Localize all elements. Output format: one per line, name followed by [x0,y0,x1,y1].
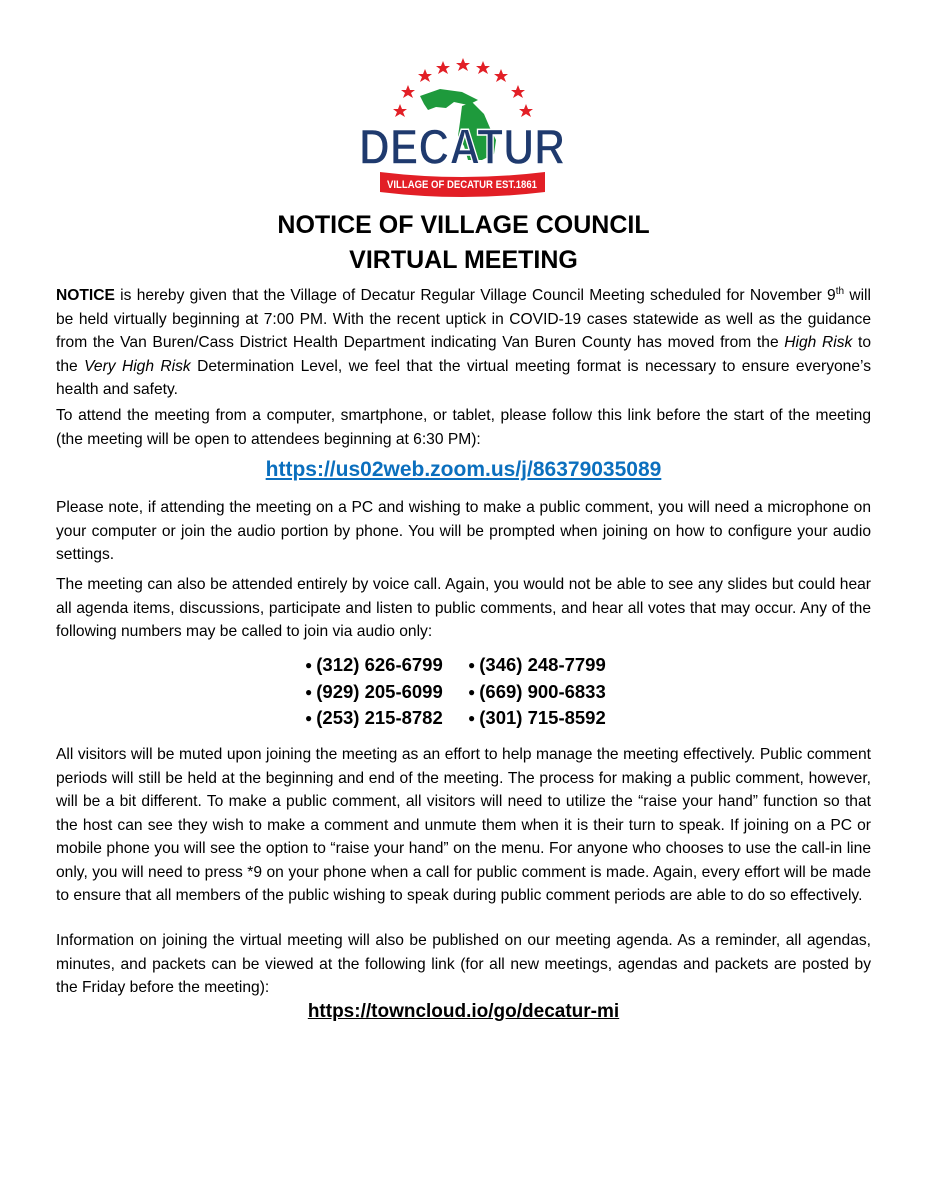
star-icon [456,58,470,71]
star-icon [401,85,415,98]
phone-row [305,705,635,732]
star-icon [519,104,533,117]
notice-lead: NOTICE [56,287,115,304]
bullet-icon: ● [468,711,476,726]
phone-item: ● (346) 248-7799 [468,654,606,676]
star-icon [418,69,432,82]
star-icon [436,61,450,74]
bullet-icon: ● [305,658,313,673]
bullet-icon: ● [468,684,476,699]
voice-call-info: The meeting can also be attended entirely by voice call. Again, you would not be able to see any slides but could hear all agenda items, discussions, participate and listen to public comments, and hear all votes that may occur. Any of the following numbers may be called to join via audio only: [56,576,871,640]
logo-wordmark: DECATUR [359,119,565,175]
star-icon [393,104,407,117]
phone-item: ● (253) 215-8782 [305,707,443,729]
bullet-icon: ● [468,658,476,673]
agenda-info: Information on joining the virtual meeting will also be published on our meeting agenda. As a reminder, all agendas, minutes, and packets can be viewed at the following link (for all new meetings, agendas and packets are posted by the Friday before the meeting): [56,932,871,996]
star-icon [476,61,490,74]
star-icon [494,69,508,82]
decatur-logo [350,56,575,202]
notice-title-line1: NOTICE OF VILLAGE COUNCIL [277,211,650,239]
bullet-icon: ● [305,711,313,726]
logo-banner-text: VILLAGE OF DECATUR EST.1861 [387,179,537,191]
phone-item: ● (929) 205-6099 [305,680,443,702]
notice-paragraph: NOTICE is hereby given that the Village of Decatur Regular Village Council Meeting scheduled for November 9th will be held virtually beginning at 7:00 PM. With the recent uptick in COVID-19 cases statewide as well as the guidance from the Van Buren/Cass District Health Department indicating Van Buren County has moved from the High Risk to the Very High Risk Determination Level, we feel that the virtual meeting format is necessary to ensure everyone’s health and safety. [56,285,872,398]
attend-instructions: To attend the meeting from a computer, smartphone, or tablet, please follow this link before the start of the meeting (the meeting will be open to attendees beginning at 6:30 PM): [56,407,871,448]
star-icon [511,85,525,98]
phone-row [305,679,635,706]
phone-item: ● (312) 626-6799 [305,654,443,676]
zoom-meeting-link[interactable]: https://us02web.zoom.us/j/86379035089 [265,458,662,481]
phone-row [305,652,635,679]
phone-item: ● (669) 900-6833 [468,680,606,702]
phone-item: ● (301) 715-8592 [468,707,606,729]
public-comment-info: All visitors will be muted upon joining the meeting as an effort to help manage the meeting effectively. Public comment periods will still be held at the beginning and end of the meeting. The process for making a public comment, however, will be a bit different. To make a public comment, all visitors will need to utilize the “raise your hand” function so that the host can see they wish to make a comment and unmute them when it is their turn to speak. If joining on a PC or mobile phone you will see the option to “raise your hand” on the menu. For anyone who chooses to use the call-in line only, you will need to press *9 on your phone when a call for public comment is made. Again, every effort will be made to ensure that all members of the public wishing to speak during public comment periods are able to do so effectively. [56,746,871,904]
pc-comment-note: Please note, if attending the meeting on a PC and wishing to make a public comment, you will need a microphone on your computer or join the audio portion by phone. You will be prompted when joining on how to configure your audio settings. [56,499,871,563]
bullet-icon: ● [305,684,313,699]
towncloud-link[interactable]: https://towncloud.io/go/decatur-mi [307,1001,620,1022]
notice-title-line2: VIRTUAL MEETING [349,246,578,274]
phone-number-list [305,652,635,732]
